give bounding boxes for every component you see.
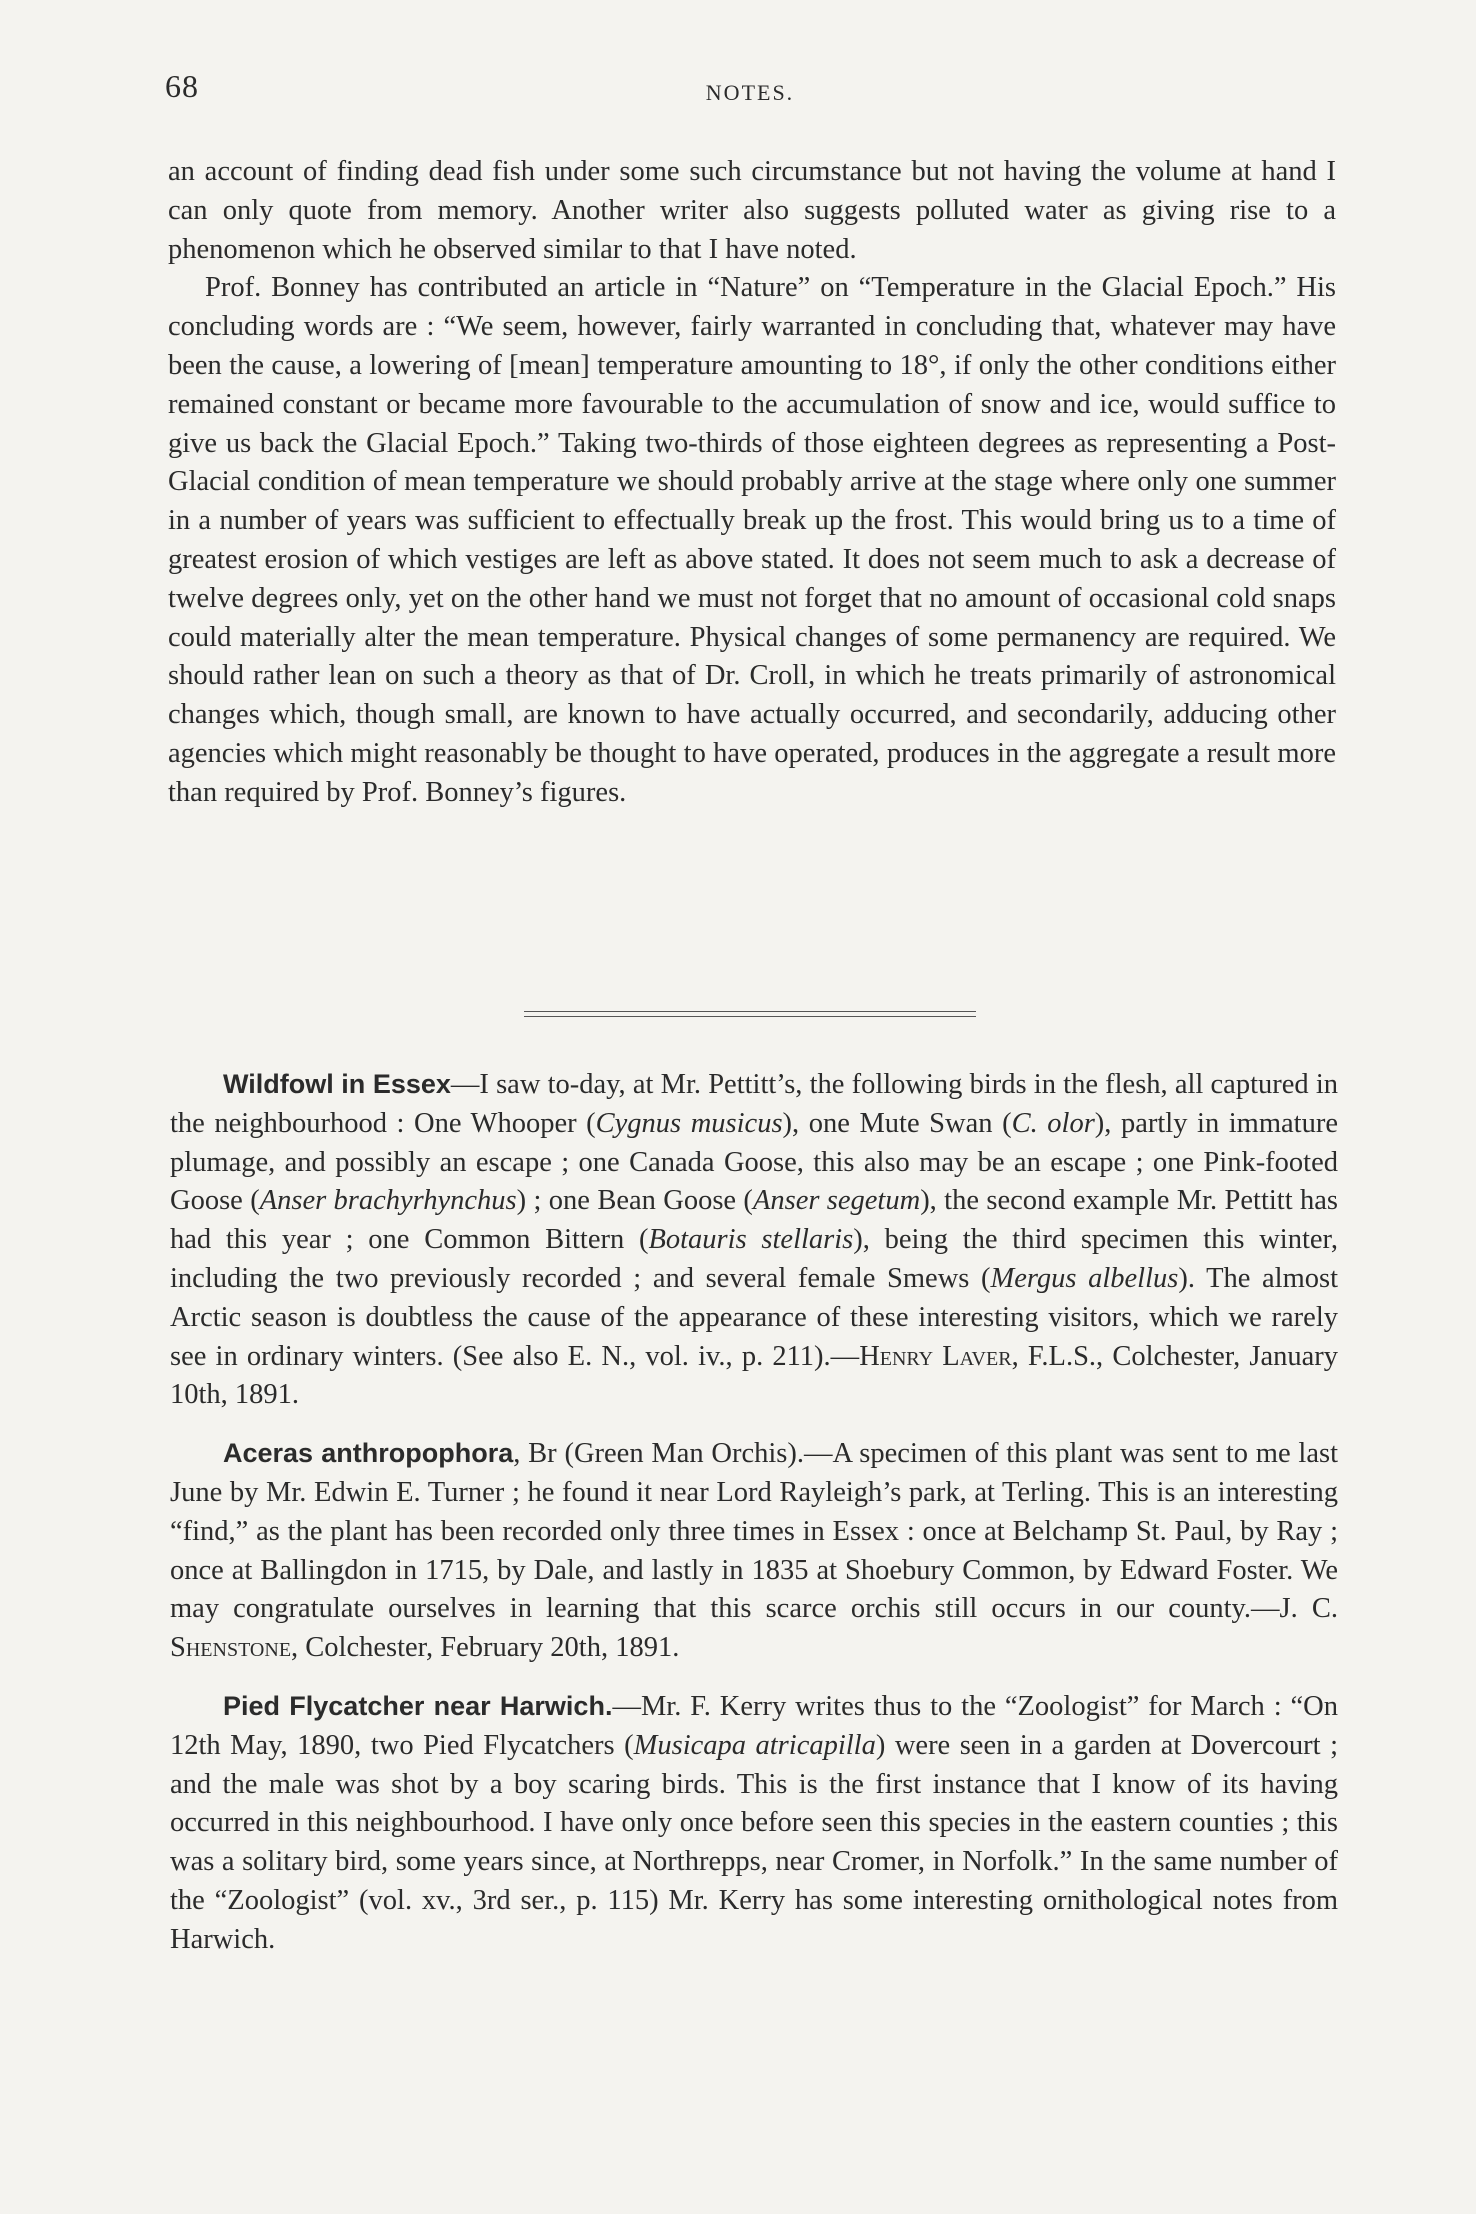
note-title: Aceras anthropophora	[223, 1438, 514, 1469]
note-wildfowl: Wildfowl in Essex—I saw to-day, at Mr. Pettitt’s, the following birds in the flesh, all captured in the neighbourhood : One Whooper (Cygnus musicus), one Mute Swan (C. olor), partly in immature plumage, and possibly an escape ; one Canada Goose, this also may be an escape ; one Pink-footed Goose (Anser brachyrhynchus) ; one Bean Goose (Anser segetum), the second example Mr. Pettitt has had this year ; one Common Bittern (Botauris stellaris), being the third specimen this winter, including the two previously recorded ; and several female Smews (Mergus albellus). The almost Arctic season is doubtless the cause of the appearance of these interesting visitors, which we rarely see in ordinary winters. (See also E. N., vol. iv., p. 211).—Henry Laver, F.L.S., Colchester, January 10th, 1891.	[170, 1069, 1339, 1411]
notes-section	[170, 1065, 1338, 1979]
section-divider	[524, 1011, 976, 1017]
author-name: Henry Laver	[859, 1340, 1012, 1372]
species-name: C. olor	[1011, 1107, 1095, 1139]
note-title: Pied Flycatcher near Harwich.	[223, 1690, 613, 1721]
species-name: Botauris stellaris	[648, 1224, 854, 1256]
note-pied-flycatcher: Pied Flycatcher near Harwich.—Mr. F. Kerry writes thus to the “Zoologist” for March : “On 12th May, 1890, two Pied Flycatchers (Musicapa atricapilla) were seen in a garden at Dovercourt ; and the male was shot by a boy scaring birds. This is the first instance that I know of its having occurred in this neighbourhood. I have only once before seen this species in the eastern counties ; this was a solitary bird, some years since, at Northrepps, near Cromer, in Norfolk.” In the same number of the “Zoologist” (vol. xv., 3rd ser., p. 115) Mr. Kerry has some interesting ornithological notes from Harwich.	[170, 1690, 1338, 1955]
continued-paragraph-1: an account of finding dead fish under some such circumstance but not having the volume at hand I can only quote from memory. Another writer also suggests polluted water as giving rise to a phenomenon which he observed similar to that I have noted.	[168, 156, 1336, 265]
note-aceras: Aceras anthropophora, Br (Green Man Orchis).—A specimen of this plant was sent to me last June by Mr. Edwin E. Turner ; he found it near Lord Rayleigh’s park, at Terling. This is an interesting “find,” as the plant has been recorded only three times in Essex : once at Belchamp St. Paul, by Ray ; once at Ballingdon in 1715, by Dale, and lastly in 1835 at Shoebury Common, by Edward Foster. We may congratulate ourselves in learning that this scarce orchis still occurs in our county.—J. C. Shenstone, Colchester, February 20th, 1891.	[170, 1438, 1338, 1664]
continued-paragraph-2: Prof. Bonney has contributed an article in “Nature” on “Temperature in the Glacial Epoch.” His concluding words are : “We seem, however, fairly warranted in concluding that, whatever may have been the cause, a lowering of [mean] temperature amounting to 18°, if only the other conditions either remained constant or became more favourable to the accumulation of snow and ice, would suffice to give us back the Glacial Epoch.” Taking two-thirds of those eighteen degrees as representing a Post-Glacial condition of mean temperature we should probably arrive at the stage where only one summer in a number of years was sufficient to effectually break up the frost. This would bring us to a time of greatest erosion of which vestiges are left as above stated. It does not seem much to ask a decrease of twelve degrees only, yet on the other hand we must not forget that no amount of occasional cold snaps could materially alter the mean temperature. Physical changes of some permanency are required. We should rather lean on such a theory as that of Dr. Croll, in which he treats primarily of astronomical changes which, though small, are known to have actually occurred, and secondarily, adducing other agencies which might reasonably be thought to have operated, produces in the aggregate a result more than required by Prof. Bonney’s figures.	[168, 272, 1336, 808]
continued-article	[168, 153, 1336, 813]
species-name: Musicapa atricapilla	[633, 1729, 876, 1761]
author-name: Shenstone	[170, 1632, 292, 1664]
note-title: Wildfowl in Essex	[223, 1069, 451, 1099]
species-name: Cygnus musicus	[595, 1107, 783, 1139]
running-head: NOTES.	[705, 80, 795, 105]
species-name: Mergus albellus	[990, 1262, 1179, 1294]
page-number: 68	[165, 68, 199, 104]
species-name: Anser brachyrhynchus	[259, 1185, 517, 1217]
species-name: Anser segetum	[752, 1185, 921, 1217]
page-header	[165, 68, 1335, 118]
